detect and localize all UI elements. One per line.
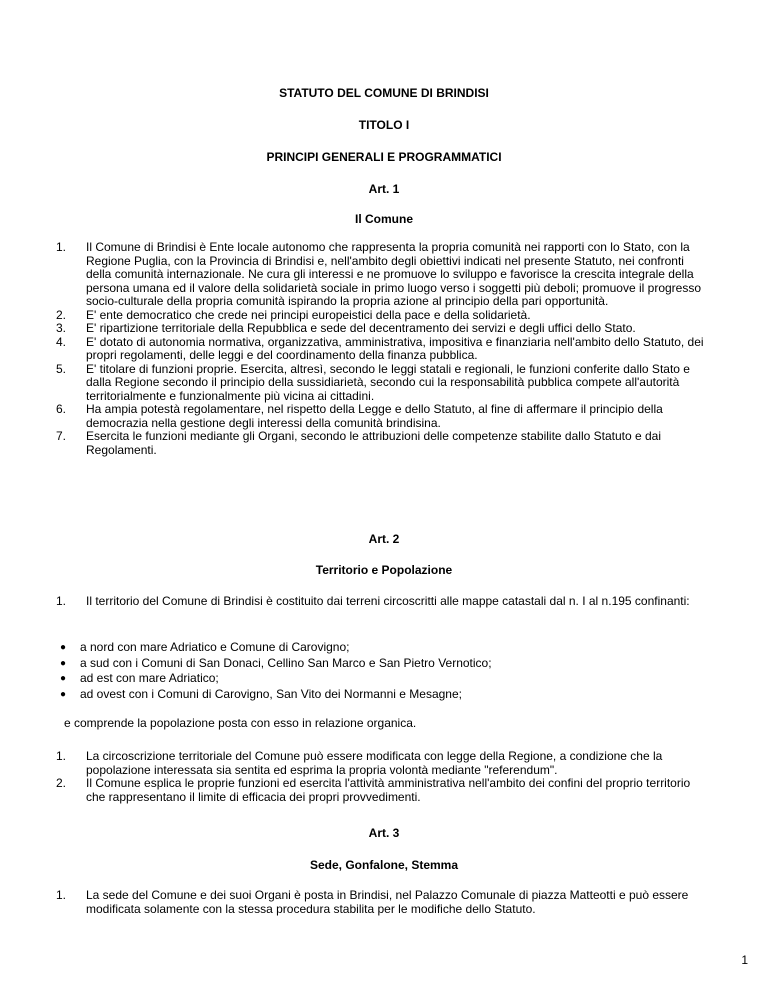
item-number: 2. [56, 307, 67, 322]
bullet-icon: ● [60, 642, 67, 653]
bullet-icon: ● [60, 673, 67, 684]
bullet-item [60, 656, 700, 672]
document-title: STATUTO DEL COMUNE DI BRINDISI [279, 86, 489, 100]
list-item [56, 336, 706, 363]
bullet-text: ad est con mare Adriatico; [80, 671, 219, 685]
item-number: 1. [56, 749, 67, 763]
item-text: Esercita le funzioni mediante gli Organi, secondo le attribuzioni delle competenze stabilite dallo Statuto e dai Regolamenti. [86, 429, 662, 457]
item-text: E' ente democratico che crede nei principi europeistici della pace e della solidarietà. [86, 307, 531, 322]
item-number: 3. [56, 321, 67, 335]
list-item [56, 750, 706, 777]
list-item [56, 595, 706, 609]
list-item [56, 430, 706, 457]
page-number: 1 [741, 953, 748, 967]
item-text: E' dotato di autonomia normativa, organizzativa, amministrativa, impositiva e finanziaria nell'ambito dello Statuto, dei propri regolamenti, delle leggi e del coordinamento della finanza pubblica. [86, 334, 704, 362]
item-number: 7. [56, 429, 67, 443]
item-text: La sede del Comune e dei suoi Organi è posta in Brindisi, nel Palazzo Comunale di piazza Matteotti e può essere modificata solamente con la stessa procedura stabilita per le modifiche dello Statuto. [86, 888, 689, 916]
titolo-heading: TITOLO I [358, 118, 410, 132]
list-item [56, 403, 706, 430]
item-text: Il Comune esplica le proprie funzioni ed esercita l'attività amministrativa nell'ambito dei confini del proprio territorio che rappresentano il limite di efficacia dei propri provvedimenti. [86, 776, 691, 804]
item-text: Ha ampia potestà regolamentare, nel rispetto della Legge e dello Statuto, al fine di affermare il principio della democrazia nella gestione degli interessi della comunità brindisina. [86, 402, 663, 430]
bullet-item [60, 671, 700, 687]
art2-heading: Art. 2 [368, 532, 400, 546]
item-text: La circoscrizione territoriale del Comune può essere modificata con legge della Regione, a condizione che la popolazione interessata sia sentita ed esprima la propria volontà mediante "referendum". [86, 749, 663, 777]
list-item [56, 889, 706, 916]
item-number: 2. [56, 776, 67, 790]
item-number: 6. [56, 402, 67, 416]
item-number: 1. [56, 240, 67, 254]
list-item [56, 309, 706, 323]
bullet-item [60, 640, 700, 656]
art2-intro-list [56, 595, 706, 609]
art3-list [56, 889, 706, 916]
bullet-text: ad ovest con i Comuni di Carovigno, San Vito dei Normanni e Mesagne; [80, 686, 462, 701]
bullet-text: a nord con mare Adriatico e Comune di Carovigno; [80, 640, 350, 654]
section-subtitle: PRINCIPI GENERALI E PROGRAMMATICI [266, 150, 502, 164]
art1-heading: Art. 1 [368, 182, 400, 196]
item-number: 1. [56, 888, 67, 902]
bullet-icon: ● [60, 657, 67, 669]
item-text: E' titolare di funzioni proprie. Esercita, altresì, secondo le leggi statali e regionali, le funzioni conferite dallo Stato e dalla Regione secondo il principio della sussidiarietà, secondo cui la responsabilità pubblica compete all'autorità territorialmente e funzionalmente più vicina ai cittadini. [86, 361, 690, 403]
list-item [56, 363, 706, 404]
bullet-item [60, 687, 700, 703]
art2-borders-list [60, 640, 700, 702]
art3-heading: Art. 3 [368, 826, 400, 840]
art2-name: Territorio e Popolazione [315, 563, 453, 577]
item-number: 5. [56, 361, 67, 376]
art1-name: Il Comune [354, 212, 413, 226]
list-item [56, 241, 706, 309]
item-number: 1. [56, 594, 67, 608]
list-item [56, 322, 706, 336]
art1-list [56, 241, 706, 457]
item-number: 4. [56, 334, 67, 349]
art2-list [56, 750, 706, 804]
bullet-icon: ● [60, 688, 67, 700]
list-item [56, 777, 706, 804]
bullet-text: a sud con i Comuni di San Donaci, Cellino San Marco e San Pietro Vernotico; [80, 655, 492, 670]
art2-after-text: e comprende la popolazione posta con esso in relazione organica. [64, 716, 417, 730]
item-text: Il territorio del Comune di Brindisi è costituito dai terreni circoscritti alle mappe catastali dal n. I al n.195 confinanti: [86, 594, 690, 608]
item-text: Il Comune di Brindisi è Ente locale autonomo che rappresenta la propria comunità nei rapporti con lo Stato, con la Regione Puglia, con la Provincia di Brindisi e, nell'ambito degli obiettivi indicati nel presente Statuto, nei confronti della comunità internazionale. Ne cura gli interessi e ne promuove lo sviluppo e favorisce la crescita integrale della persona umana ed il valore della solidarietà sociale in primo luogo verso i soggetti più deboli; promuove il progresso socio-culturale della propria comunità ispirando la propria azione al principio della pari opportunità. [86, 240, 702, 308]
item-text: E' ripartizione territoriale della Repubblica e sede del decentramento dei servizi e degli uffici dello Stato. [86, 321, 636, 335]
art3-name: Sede, Gonfalone, Stemma [309, 858, 459, 872]
